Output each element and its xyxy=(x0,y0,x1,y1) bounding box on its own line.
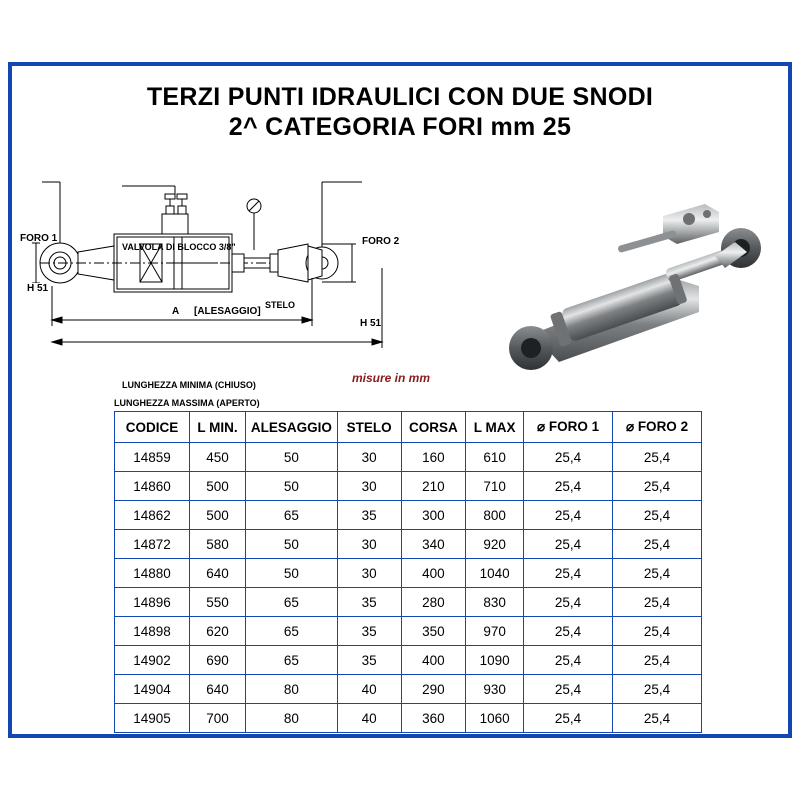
cell-corsa: 210 xyxy=(401,472,466,501)
cell-foro-2: 25,4 xyxy=(613,443,702,472)
cell-stelo: 30 xyxy=(337,559,401,588)
cell-corsa: 290 xyxy=(401,675,466,704)
blue-border-frame xyxy=(8,62,792,738)
cell-lmin: 640 xyxy=(190,675,246,704)
table-row xyxy=(115,646,702,675)
cell-stelo: 35 xyxy=(337,501,401,530)
cell-lmin: 500 xyxy=(190,472,246,501)
cell-codice: 14902 xyxy=(115,646,190,675)
cell-foro-2: 25,4 xyxy=(613,704,702,733)
cell-foro-2: 25,4 xyxy=(613,501,702,530)
cell-lmax: 710 xyxy=(466,472,524,501)
cell-lmin: 700 xyxy=(190,704,246,733)
table-row xyxy=(115,443,702,472)
cell-foro-1: 25,4 xyxy=(524,617,613,646)
table-header-row xyxy=(115,412,702,443)
cell-alesaggio: 50 xyxy=(246,472,338,501)
cell-codice: 14880 xyxy=(115,559,190,588)
table-row xyxy=(115,530,702,559)
cell-lmin: 450 xyxy=(190,443,246,472)
label-letter-a: A xyxy=(172,306,180,317)
table-row xyxy=(115,472,702,501)
cell-corsa: 360 xyxy=(401,704,466,733)
cell-alesaggio: 65 xyxy=(246,646,338,675)
cell-foro-1: 25,4 xyxy=(524,675,613,704)
cell-alesaggio: 50 xyxy=(246,559,338,588)
cell-lmax: 930 xyxy=(466,675,524,704)
header-foro-1: ⌀ FORO 1 xyxy=(524,412,613,443)
cell-alesaggio: 50 xyxy=(246,443,338,472)
cell-stelo: 40 xyxy=(337,704,401,733)
header-foro-2: ⌀ FORO 2 xyxy=(613,412,702,443)
cell-lmin: 620 xyxy=(190,617,246,646)
cell-lmax: 800 xyxy=(466,501,524,530)
table-row xyxy=(115,559,702,588)
title-line-2: 2^ CATEGORIA FORI mm 25 xyxy=(228,113,572,141)
cell-foro-1: 25,4 xyxy=(524,472,613,501)
cell-corsa: 160 xyxy=(401,443,466,472)
cell-codice: 14872 xyxy=(115,530,190,559)
cell-corsa: 400 xyxy=(401,646,466,675)
header-codice: CODICE xyxy=(115,412,190,443)
cell-foro-2: 25,4 xyxy=(613,559,702,588)
cell-stelo: 35 xyxy=(337,588,401,617)
cell-foro-2: 25,4 xyxy=(613,472,702,501)
page-title xyxy=(12,82,788,142)
cell-stelo: 30 xyxy=(337,443,401,472)
cell-alesaggio: 65 xyxy=(246,501,338,530)
header-lmax: L MAX xyxy=(466,412,524,443)
label-stelo: STELO xyxy=(265,300,296,310)
label-h51-right: H 51 xyxy=(360,318,382,329)
cell-foro-1: 25,4 xyxy=(524,646,613,675)
cell-codice: 14860 xyxy=(115,472,190,501)
cell-stelo: 30 xyxy=(337,472,401,501)
cell-corsa: 280 xyxy=(401,588,466,617)
cell-foro-1: 25,4 xyxy=(524,443,613,472)
cell-stelo: 35 xyxy=(337,617,401,646)
label-h51-left: H 51 xyxy=(27,283,49,294)
cell-lmax: 1040 xyxy=(466,559,524,588)
cell-codice: 14904 xyxy=(115,675,190,704)
cell-stelo: 30 xyxy=(337,530,401,559)
cell-codice: 14898 xyxy=(115,617,190,646)
cell-lmin: 580 xyxy=(190,530,246,559)
cell-alesaggio: 80 xyxy=(246,704,338,733)
product-photo xyxy=(467,186,787,386)
header-lmin: L MIN. xyxy=(190,412,246,443)
cell-foro-1: 25,4 xyxy=(524,588,613,617)
cell-foro-2: 25,4 xyxy=(613,675,702,704)
cell-codice: 14862 xyxy=(115,501,190,530)
cell-lmax: 970 xyxy=(466,617,524,646)
table-row xyxy=(115,675,702,704)
product-photo-svg xyxy=(467,186,787,386)
table-row xyxy=(115,501,702,530)
table-row xyxy=(115,704,702,733)
label-valvola: VALVOLA DI BLOCCO 3/8" xyxy=(122,242,236,252)
cell-lmin: 550 xyxy=(190,588,246,617)
cell-lmax: 610 xyxy=(466,443,524,472)
cell-stelo: 35 xyxy=(337,646,401,675)
cell-alesaggio: 50 xyxy=(246,530,338,559)
cell-codice: 14905 xyxy=(115,704,190,733)
cell-lmax: 830 xyxy=(466,588,524,617)
cell-codice: 14859 xyxy=(115,443,190,472)
cell-alesaggio: 65 xyxy=(246,588,338,617)
cell-corsa: 300 xyxy=(401,501,466,530)
cell-foro-2: 25,4 xyxy=(613,530,702,559)
header-alesaggio: ALESAGGIO xyxy=(246,412,338,443)
cell-lmax: 920 xyxy=(466,530,524,559)
spec-table-container xyxy=(114,411,702,733)
cell-corsa: 340 xyxy=(401,530,466,559)
title-line-1: TERZI PUNTI IDRAULICI CON DUE SNODI xyxy=(146,83,654,111)
cell-foro-2: 25,4 xyxy=(613,646,702,675)
cell-corsa: 350 xyxy=(401,617,466,646)
cell-foro-1: 25,4 xyxy=(524,501,613,530)
label-lunghezza-massima: LUNGHEZZA MASSIMA (APERTO) xyxy=(114,398,260,408)
header-stelo: STELO xyxy=(337,412,401,443)
cell-lmin: 640 xyxy=(190,559,246,588)
table-row xyxy=(115,588,702,617)
cell-foro-2: 25,4 xyxy=(613,588,702,617)
table-row xyxy=(115,617,702,646)
cell-lmax: 1060 xyxy=(466,704,524,733)
spec-table xyxy=(114,411,702,733)
label-lunghezza-minima: LUNGHEZZA MINIMA (CHIUSO) xyxy=(122,380,256,390)
label-foro-1: FORO 1 xyxy=(20,233,58,244)
cell-foro-1: 25,4 xyxy=(524,530,613,559)
cell-lmin: 500 xyxy=(190,501,246,530)
cell-alesaggio: 80 xyxy=(246,675,338,704)
cell-lmin: 690 xyxy=(190,646,246,675)
cell-corsa: 400 xyxy=(401,559,466,588)
table-body xyxy=(115,443,702,733)
cell-lmax: 1090 xyxy=(466,646,524,675)
header-corsa: CORSA xyxy=(401,412,466,443)
cell-codice: 14896 xyxy=(115,588,190,617)
cell-alesaggio: 65 xyxy=(246,617,338,646)
cell-foro-2: 25,4 xyxy=(613,617,702,646)
cell-stelo: 40 xyxy=(337,675,401,704)
cell-foro-1: 25,4 xyxy=(524,559,613,588)
label-foro-2: FORO 2 xyxy=(362,236,400,247)
measures-note: misure in mm xyxy=(352,371,431,385)
label-alesaggio: [ALESAGGIO] xyxy=(194,306,261,317)
cell-foro-1: 25,4 xyxy=(524,704,613,733)
